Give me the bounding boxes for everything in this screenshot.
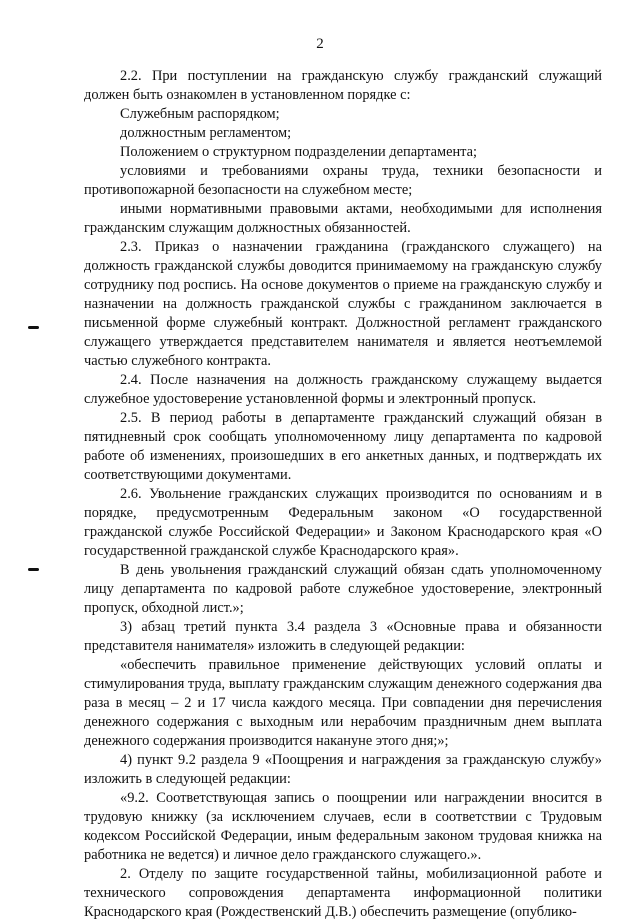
paragraph-quote-pay: «обеспечить правильное применение действующих условий оплаты и стимулирования труда, выплату гражданским служащим денежного содержания два раза в месяц – 2 и 17 числа каждого месяца. При совпадении дня перечисления денежного содержания с выходным или нерабочим праздничным днем выплата денежного содержания производится накануне этого дня;»; — [84, 657, 602, 749]
paragraph-dismissal-day: В день увольнения гражданский служащий обязан сдать уполномоченному лицу департамента по кадровой работе служебное удостоверение, электронный пропуск, обходной лист.»; — [84, 562, 602, 616]
document-body — [84, 67, 602, 922]
list-item-department-regulation: Положением о структурном подразделении департамента; — [120, 144, 478, 160]
paragraph-2-5: 2.5. В период работы в департаменте гражданский служащий обязан в пятидневный срок сообщать уполномоченному лицу департамента по кадровой работе об изменениях, произошедших в его анкетных данных, и подтверждать их соответствующими документами. — [84, 410, 602, 483]
paragraph-2-4: 2.4. После назначения на должность гражданскому служащему выдается служебное удостоверение установленной формы и электронный пропуск. — [84, 372, 602, 407]
paragraph-2-6: 2.6. Увольнение гражданских служащих производится по основаниям и в порядке, предусмотренным Федеральным законом «О государственной гражданской службе Российской Федерации» и Законом Краснодарского края «О государственной гражданской службе Краснодарского края». — [84, 486, 602, 559]
paragraph-2-3: 2.3. Приказ о назначении гражданина (гражданского служащего) на должность гражданской службы доводится принимаемому на гражданскую службу сотруднику под роспись. На основе документов о приеме на гражданскую службу и назначении на должность гражданской службы с гражданином заключается в письменной форме служебный контракт. Должностной регламент гражданского служащего утверждается представителем нанимателя и является неотъемлемой частью служебного контракта. — [84, 239, 602, 369]
hole-punch-mark — [28, 326, 39, 329]
list-item-other-acts: иными нормативными правовыми актами, необходимыми для исполнения гражданским служащим должностных обязанностей. — [84, 201, 602, 236]
list-item-service-schedule: Служебным распорядком; — [120, 106, 280, 122]
paragraph-2-final: 2. Отделу по защите государственной тайны, мобилизационной работе и технического сопровождения департамента информационной политики Краснодарского края (Рождественский Д.В.) обеспечить размещение (опублико- — [84, 866, 602, 920]
list-item-labor-safety: условиями и требованиями охраны труда, техники безопасности и противопожарной безопасности на служебном месте; — [84, 163, 602, 198]
list-item-job-regulations: должностным регламентом; — [120, 125, 292, 141]
paragraph-2-2: 2.2. При поступлении на гражданскую службу гражданский служащий должен быть ознакомлен в установленном порядке с: — [84, 68, 602, 103]
paragraph-item-4: 4) пункт 9.2 раздела 9 «Поощрения и награждения за гражданскую службу» изложить в следующей редакции: — [84, 752, 602, 787]
page-number: 2 — [316, 36, 324, 52]
hole-punch-mark — [28, 568, 39, 571]
paragraph-item-3: 3) абзац третий пункта 3.4 раздела 3 «Основные права и обязанности представителя нанимателя» изложить в следующей редакции: — [84, 619, 602, 654]
paragraph-quote-9-2: «9.2. Соответствующая запись о поощрении или награждении вносится в трудовую книжку (за исключением случаев, если в соответствии с Трудовым кодексом Российской Федерации, иным федеральным законом трудовая книжка на работника не ведется) и личное дело гражданского служащего.». — [84, 790, 602, 863]
